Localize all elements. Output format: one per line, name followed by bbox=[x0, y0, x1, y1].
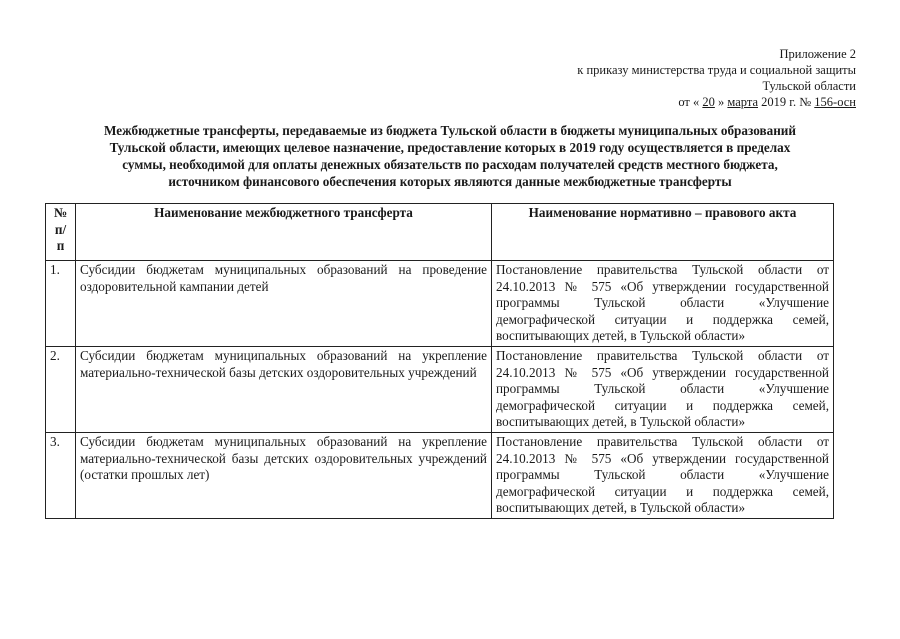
header-num: № п/ п bbox=[46, 204, 76, 261]
date-day: 20 bbox=[702, 95, 715, 109]
order-number: 156-осн bbox=[814, 95, 856, 109]
table-header-row bbox=[46, 204, 834, 261]
table-row bbox=[46, 346, 834, 432]
date-month: марта bbox=[727, 95, 758, 109]
row-transfer: Субсидии бюджетам муниципальных образований на проведение оздоровительной кампании детей bbox=[76, 261, 492, 347]
header-transfer: Наименование межбюджетного трансферта bbox=[76, 204, 492, 261]
appendix-line-2: к приказу министерства труда и социальной защиты bbox=[577, 63, 856, 77]
document-title bbox=[40, 122, 860, 190]
row-num: 2. bbox=[46, 346, 76, 432]
appendix-date-line bbox=[577, 94, 856, 110]
transfers-table bbox=[45, 203, 834, 519]
title-line-2: Тульской области, имеющих целевое назначение, предоставление которых в 2019 году осуществляется в пределах bbox=[109, 140, 791, 155]
table-row bbox=[46, 432, 834, 518]
date-mid-1: » bbox=[718, 95, 725, 109]
row-transfer: Субсидии бюджетам муниципальных образований на укрепление материально-технической базы детских оздоровительных учреждений (остатки прошлых лет) bbox=[76, 432, 492, 518]
row-transfer: Субсидии бюджетам муниципальных образований на укрепление материально-технической базы детских оздоровительных учреждений bbox=[76, 346, 492, 432]
title-line-3: суммы, необходимой для оплаты денежных обязательств по расходам получателей средств местного бюджета, bbox=[122, 157, 778, 172]
appendix-line-3: Тульской области bbox=[762, 79, 856, 93]
table-row bbox=[46, 261, 834, 347]
date-mid-2: 2019 г. № bbox=[761, 95, 812, 109]
title-line-1: Межбюджетные трансферты, передаваемые из бюджета Тульской области в бюджеты муниципальных образований bbox=[104, 123, 796, 138]
row-num: 3. bbox=[46, 432, 76, 518]
appendix-header bbox=[577, 46, 856, 110]
header-act: Наименование нормативно – правового акта bbox=[492, 204, 834, 261]
row-act: Постановление правительства Тульской области от 24.10.2013 № 575 «Об утверждении государственной программы Тульской области «Улучшение демографической ситуации и поддержка семей, воспитывающих детей, в Тульской области» bbox=[492, 346, 834, 432]
date-prefix: от « bbox=[678, 95, 700, 109]
row-act: Постановление правительства Тульской области от 24.10.2013 № 575 «Об утверждении государственной программы Тульской области «Улучшение демографической ситуации и поддержка семей, воспитывающих детей, в Тульской области» bbox=[492, 261, 834, 347]
title-line-4: источником финансового обеспечения которых являются данные межбюджетные трансферты bbox=[168, 174, 732, 189]
row-act: Постановление правительства Тульской области от 24.10.2013 № 575 «Об утверждении государственной программы Тульской области «Улучшение демографической ситуации и поддержка семей, воспитывающих детей, в Тульской области» bbox=[492, 432, 834, 518]
appendix-line-1: Приложение 2 bbox=[779, 47, 856, 61]
row-num: 1. bbox=[46, 261, 76, 347]
